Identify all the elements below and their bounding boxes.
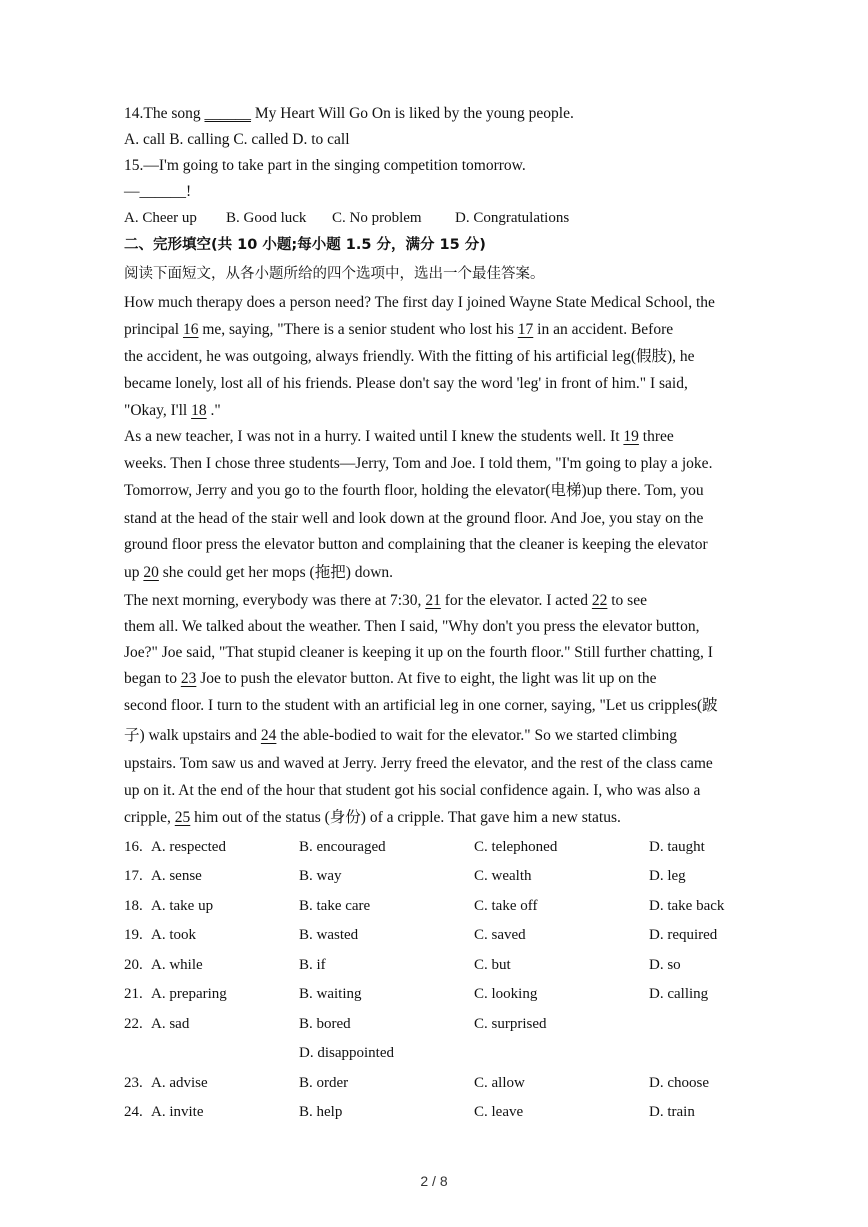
q15-option-c: C. No problem <box>332 210 422 226</box>
choice-b: B. order <box>299 1075 349 1091</box>
choice-num: 20. <box>124 957 143 973</box>
blank-16: 16 <box>182 321 199 338</box>
choice-b: B. encouraged <box>299 839 386 855</box>
choice-b: B. take care <box>299 898 371 914</box>
choice-b: B. help <box>299 1104 343 1120</box>
blank-25: 25 <box>174 809 191 826</box>
choice-a: A. sense <box>151 868 202 884</box>
passage-line: weeks. Then I chose three students—Jerry, Tom and Joe. I told them, "I'm going to play a joke. <box>124 455 713 472</box>
blank-23: 23 <box>180 670 197 687</box>
choice-a: A. took <box>151 927 196 943</box>
passage-line: "Okay, I'll 18 ." <box>124 402 221 419</box>
choice-num: 18. <box>124 898 143 914</box>
choice-d: D. choose <box>649 1075 709 1091</box>
choice-c: C. take off <box>474 898 538 914</box>
q14-blank: ______ <box>204 105 252 122</box>
choice-num: 22. <box>124 1016 143 1032</box>
passage-line: cripple, 25 him out of the status (身份) of a cripple. That gave him a new status. <box>124 809 621 826</box>
passage-line: up on it. At the end of the hour that student got his social confidence again. I, who was also a <box>124 782 701 799</box>
choice-d: D. calling <box>649 986 709 1002</box>
choice-c: C. allow <box>474 1075 525 1091</box>
choice-num: 17. <box>124 868 143 884</box>
passage-line: The next morning, everybody was there at 7:30, 21 for the elevator. I acted 22 to see <box>124 592 647 609</box>
choice-d: D. leg <box>649 868 686 884</box>
choice-c: C. looking <box>474 986 538 1002</box>
choice-a: A. preparing <box>151 986 227 1002</box>
blank-17: 17 <box>517 321 534 338</box>
choice-num: 16. <box>124 839 143 855</box>
choice-a: A. respected <box>151 839 226 855</box>
passage-line: up 20 she could get her mops (拖把) down. <box>124 564 394 581</box>
passage-line: the accident, he was outgoing, always friendly. With the fitting of his artificial leg(假肢), he <box>124 348 695 365</box>
choice-num: 24. <box>124 1104 143 1120</box>
choice-a: A. advise <box>151 1075 208 1091</box>
question-14-stem <box>124 104 574 124</box>
choice-c: C. telephoned <box>474 839 558 855</box>
passage-line: became lonely, lost all of his friends. Please don't say the word 'leg' in front of him." I said, <box>124 375 688 392</box>
passage-line: Tomorrow, Jerry and you go to the fourth floor, holding the elevator(电梯)up there. Tom, you <box>124 482 704 499</box>
passage-line: Joe?" Joe said, "That stupid cleaner is keeping it up on the fourth floor." Still further chatting, I <box>124 644 713 661</box>
choice-num: 19. <box>124 927 143 943</box>
choice-c: C. wealth <box>474 868 532 884</box>
choice-d: D. taught <box>649 839 705 855</box>
choice-d: D. required <box>649 927 718 943</box>
choice-num: 21. <box>124 986 143 1002</box>
choice-a: A. while <box>151 957 203 973</box>
choice-c: C. leave <box>474 1104 524 1120</box>
blank-24: 24 <box>260 727 277 744</box>
choice-c: C. but <box>474 957 511 973</box>
passage-line: 子) walk upstairs and 24 the able-bodied to wait for the elevator." So we started climbing <box>124 727 677 744</box>
choice-d: D. so <box>649 957 681 973</box>
choice-b: B. bored <box>299 1016 351 1032</box>
choice-a: A. take up <box>151 898 214 914</box>
choice-d: D. train <box>649 1104 695 1120</box>
q15-option-a: A. Cheer up <box>124 210 197 226</box>
passage-line: stand at the head of the stair well and look down at the ground floor. And Joe, you stay on the <box>124 510 704 527</box>
choice-a: A. sad <box>151 1016 190 1032</box>
q15-option-d: D. Congratulations <box>455 210 570 226</box>
passage-line: them all. We talked about the weather. Then I said, "Why don't you press the elevator button, <box>124 618 700 635</box>
choice-b: B. if <box>299 957 326 973</box>
choice-c: C. saved <box>474 927 526 943</box>
q15-option-b: B. Good luck <box>226 210 307 226</box>
choice-b: B. wasted <box>299 927 359 943</box>
choice-a: A. invite <box>151 1104 204 1120</box>
blank-19: 19 <box>623 428 639 445</box>
question-15-stem: 15.—I'm going to take part in the singing competition tomorrow. <box>124 157 526 174</box>
q14-text-b: My Heart Will Go On is liked by the young people. <box>251 105 574 122</box>
blank-21: 21 <box>425 592 441 609</box>
choice-d: D. take back <box>649 898 725 914</box>
choice-b: B. waiting <box>299 986 362 1002</box>
choice-b: B. way <box>299 868 342 884</box>
choice-num: 23. <box>124 1075 143 1091</box>
blank-22: 22 <box>591 592 608 609</box>
passage-line: ground floor press the elevator button and complaining that the cleaner is keeping the elevator <box>124 536 708 553</box>
passage-line: How much therapy does a person need? The first day I joined Wayne State Medical School, the <box>124 294 715 311</box>
choice-d: D. disappointed <box>299 1045 394 1061</box>
question-15-reply: —______! <box>124 183 192 200</box>
section-instruction: 阅读下面短文，从各小题所给的四个选项中，选出一个最佳答案。 <box>124 266 545 282</box>
blank-18: 18 <box>191 402 207 419</box>
passage-line: principal 16 me, saying, "There is a senior student who lost his 17 in an accident. Before <box>124 321 674 338</box>
section-heading: 二、完形填空(共 10 小题;每小题 1.5 分，满分 15 分) <box>124 237 486 253</box>
page-number: 2 / 8 <box>420 1173 448 1189</box>
passage-line: As a new teacher, I was not in a hurry. I waited until I knew the students well. It 19 three <box>124 428 674 445</box>
q14-text-a: 14.The song <box>124 105 205 122</box>
question-14-options: A. call B. calling C. called D. to call <box>124 131 350 148</box>
passage-line: upstairs. Tom saw us and waved at Jerry. Jerry freed the elevator, and the rest of the class came <box>124 755 713 772</box>
passage-line: began to 23 Joe to push the elevator button. At five to eight, the light was lit up on the <box>124 670 657 687</box>
choice-c: C. surprised <box>474 1016 547 1032</box>
blank-20: 20 <box>143 564 159 581</box>
passage-line: second floor. I turn to the student with an artificial leg in one corner, saying, "Let us cripples(跛 <box>124 697 718 714</box>
